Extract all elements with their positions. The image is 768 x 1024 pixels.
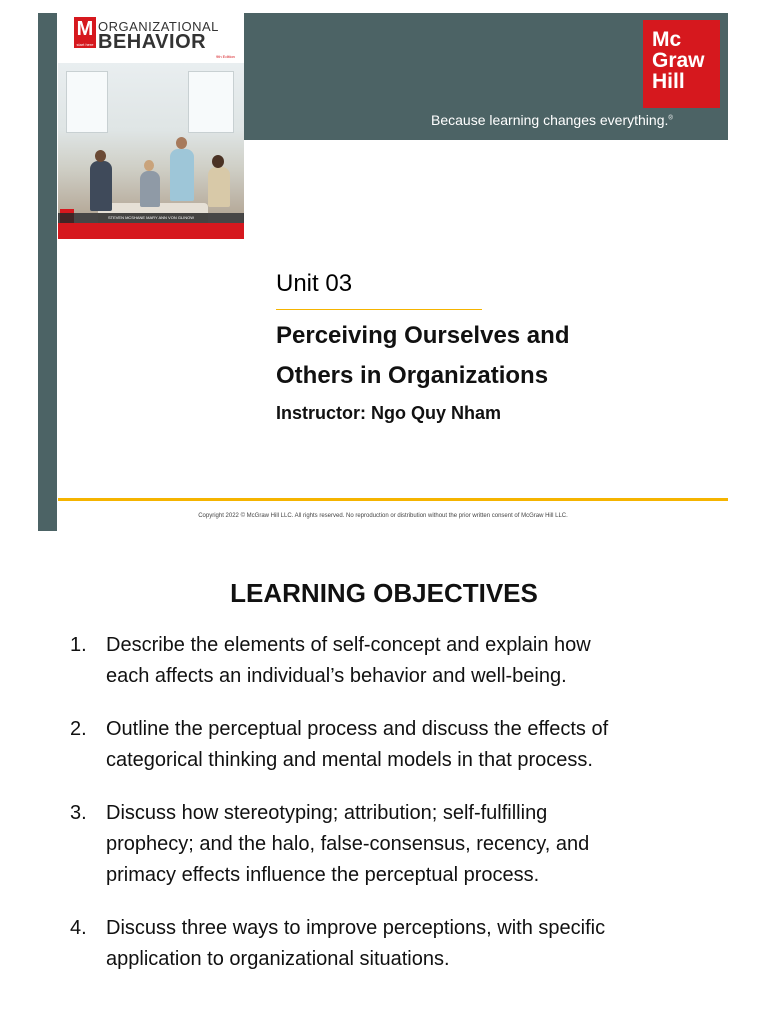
objective-number: 4.	[70, 917, 87, 939]
cover-head-2	[144, 160, 154, 171]
topic-line-2: Others in Organizations	[276, 362, 549, 389]
objective-line: application to organizational situations.	[106, 948, 450, 970]
registered-mark: ®	[668, 115, 673, 122]
title-slide	[38, 13, 728, 531]
cover-head-3	[176, 137, 187, 149]
logo-line-2: Graw	[652, 49, 705, 72]
cover-person-3	[170, 149, 194, 201]
book-cover-image	[58, 13, 244, 239]
cover-person-1	[90, 161, 112, 211]
left-accent-bar	[38, 13, 57, 531]
cover-person-2	[140, 171, 160, 207]
logo-line-1: Mc	[652, 28, 682, 51]
objective-line: categorical thinking and mental models in that process.	[106, 749, 593, 771]
objective-number: 1.	[70, 634, 87, 656]
topic-title	[276, 316, 676, 396]
topic-line-1: Perceiving Ourselves and	[276, 322, 570, 349]
unit-title: Unit 03	[276, 270, 353, 297]
cover-logo-subtitle: start here	[74, 41, 96, 48]
objective-line: Discuss how stereotyping; attribution; self-fulfilling	[106, 802, 548, 824]
mcgraw-hill-logo	[643, 20, 720, 108]
objective-item-1	[70, 630, 690, 692]
cover-m-logo: M	[74, 17, 96, 41]
cover-bottom-strip	[58, 223, 244, 239]
cover-head-1	[95, 150, 106, 162]
objective-item-2	[70, 714, 690, 776]
tagline	[431, 112, 673, 128]
copyright-notice: Copyright 2022 © McGraw Hill LLC. All rights reserved. No reproduction or distribution without the prior written consent of McGraw Hill LLC.	[198, 513, 568, 519]
tagline-text: Because learning changes everything.	[431, 112, 669, 128]
objective-item-4	[70, 913, 690, 975]
cover-authors: STEVEN MCSHANE MARY ANN VON GLINOW	[58, 213, 244, 223]
objective-number: 2.	[70, 718, 87, 740]
cover-title-line2: BEHAVIOR	[98, 31, 207, 53]
objectives-heading: LEARNING OBJECTIVES	[230, 578, 538, 608]
objective-line: primacy effects influence the perceptual process.	[106, 864, 540, 886]
objective-line: Discuss three ways to improve perceptions, with specific	[106, 917, 606, 939]
unit-underline	[276, 309, 482, 310]
cover-window-left	[66, 71, 108, 133]
cover-title-line1: ORGANIZATIONAL	[98, 19, 219, 34]
logo-line-3: Hill	[652, 70, 685, 93]
cover-photo	[58, 63, 244, 213]
objective-line: Outline the perceptual process and discuss the effects of	[106, 718, 609, 740]
cover-person-4	[208, 167, 230, 207]
objective-line: each affects an individual’s behavior and well-being.	[106, 665, 567, 687]
objectives-list	[70, 630, 690, 997]
objective-item-3	[70, 798, 690, 891]
cover-head-4	[212, 155, 224, 168]
objective-line: Describe the elements of self-concept and explain how	[106, 634, 591, 656]
cover-edition: 9th Edition	[216, 54, 235, 59]
divider-rule	[58, 498, 728, 501]
objective-line: prophecy; and the halo, false-consensus, recency, and	[106, 833, 590, 855]
instructor-name: Instructor: Ngo Quy Nham	[276, 403, 502, 423]
objective-number: 3.	[70, 802, 87, 824]
cover-window-right	[188, 71, 234, 133]
